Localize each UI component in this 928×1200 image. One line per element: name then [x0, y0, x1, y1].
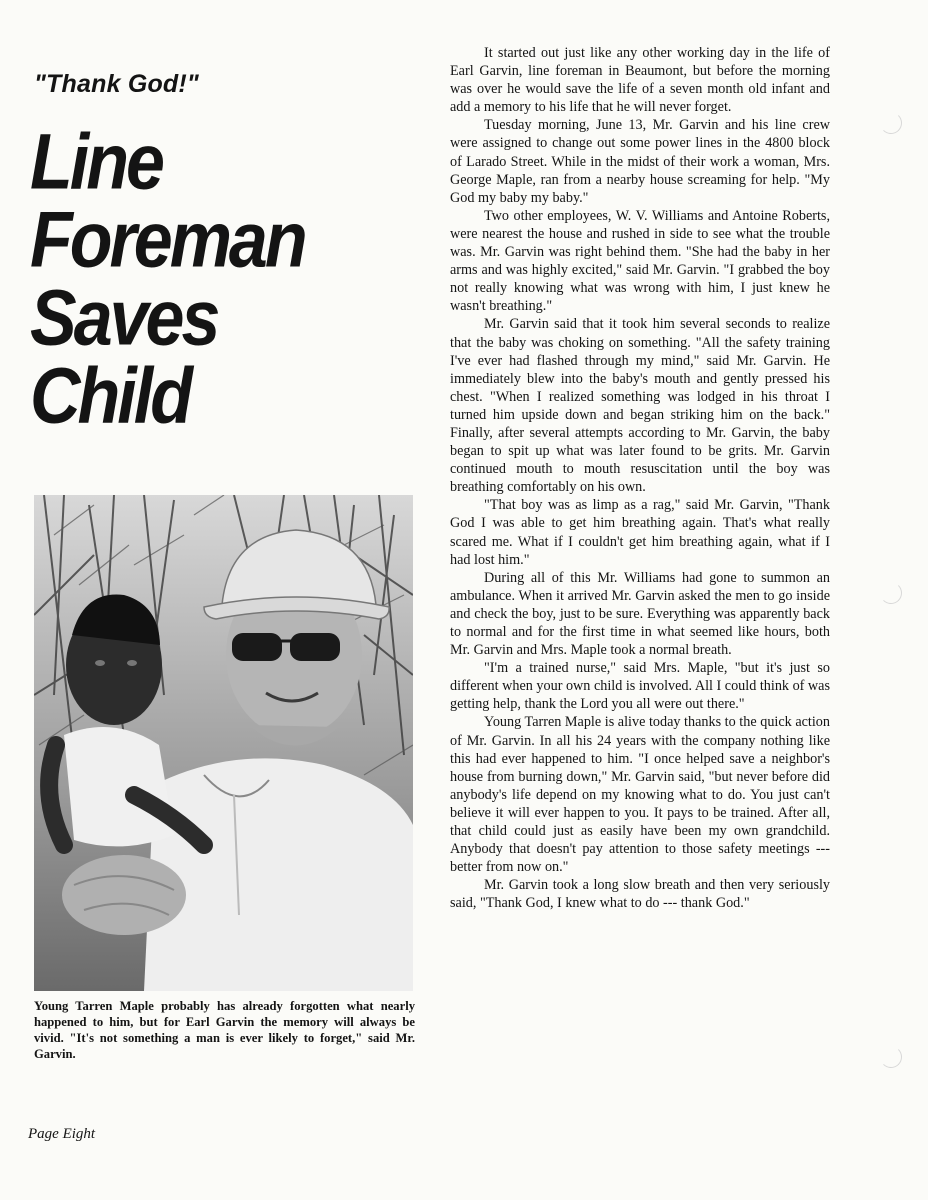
article-paragraph: "I'm a trained nurse," said Mrs. Maple, "but it's just so different when your own child is involved. All I could think of was getting help, thank the Lord you all were out there."	[450, 660, 830, 713]
binder-hole-mark	[880, 112, 902, 134]
headline-line: Foreman	[30, 196, 305, 284]
photo-illustration	[34, 495, 413, 991]
article-paragraph: Tuesday morning, June 13, Mr. Garvin and his line crew were assigned to change out some power lines in the 4800 block of Larado Street. While in the midst of their work a woman, Mrs. George Maple, ran from a nearby house screaming for help. "My God my baby my baby."	[450, 117, 830, 206]
headline-line: Child	[30, 352, 190, 440]
headline	[30, 118, 430, 440]
photo-caption	[34, 998, 415, 1062]
article-paragraph: Two other employees, W. V. Williams and Antoine Roberts, were nearest the house and rushed in side to see what the trouble was. Mr. Garvin was right behind them. "She had the baby in her arms and was highly excited," said Mr. Garvin. "I grabbed the boy not really knowing what was wrong with him, I just knew he wasn't breathing."	[450, 207, 830, 315]
page-number: Page Eight	[28, 1126, 96, 1142]
headline-line: Saves	[30, 274, 218, 362]
article-body	[450, 44, 830, 913]
article-paragraph: Mr. Garvin said that it took him several seconds to realize that the baby was choking on something. "All the safety training I've ever had flashed through my mind," said Mr. Garvin. He immediately blew into the baby's mouth and gently pressed his chest. "When I realized something was lodged in his throat I turned him upside down and began striking him on the back." Finally, after several attempts according to Mr. Garvin, the baby began to spit up what was later found to be grits. Mr. Garvin continued mouth to mouth resuscitation until the boy was breathing comfortably on his own.	[450, 316, 830, 496]
binder-hole-mark	[880, 1046, 902, 1068]
article-paragraph: It started out just like any other working day in the life of Earl Garvin, line foreman in Beaumont, but before the morning was over he would save the life of a seven month old infant and add a memory to his life that he will never forget.	[450, 45, 830, 116]
article-paragraph: Mr. Garvin took a long slow breath and then very seriously said, "Thank God, I knew what to do --- thank God."	[450, 877, 830, 912]
article-paragraph: During all of this Mr. Williams had gone to summon an ambulance. When it arrived Mr. Garvin asked the men to go inside and check the boy, just to be sure. Everything was apparently back to normal and for the first time in what seemed like hours, both Mr. Garvin and Mrs. Maple took a normal breath.	[450, 569, 830, 659]
article-paragraph: "That boy was as limp as a rag," said Mr. Garvin, "Thank God I was able to get him breathing again. That's what really scared me. What if I couldn't get him breathing again, what if I had lost him."	[450, 497, 830, 568]
news-photo	[34, 495, 413, 991]
caption-text: Young Tarren Maple probably has already forgotten what nearly happened to him, but for Earl Garvin the memory will always be vivid. "It's not something a man is ever likely to forget," said Mr. Garvin.	[34, 999, 415, 1061]
binder-hole-mark	[880, 582, 902, 604]
headline-line: Line	[30, 118, 162, 206]
kicker-quote: "Thank God!"	[34, 70, 199, 98]
article-paragraph: Young Tarren Maple is alive today thanks to the quick action of Mr. Garvin. In all his 24 years with the company nothing like this had ever happened to him. "I once helped save a neighbor's house from burning down," Mr. Garvin said, "but never before did anybody's life depend on my knowing what to do. You just can't believe it will ever happen to you. It pays to be trained. After all, that child could just as easily have been my own grandchild. Anybody that doesn't pay attention to those safety meetings --- better from now on."	[450, 714, 830, 876]
